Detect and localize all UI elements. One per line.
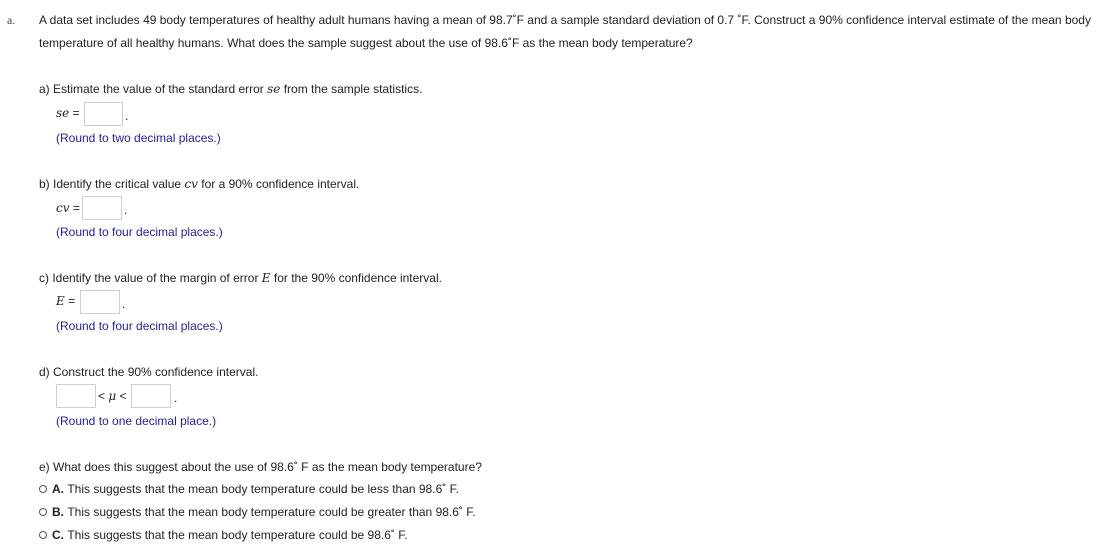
part-b-prompt-suffix: for a 90% confidence interval. — [197, 177, 360, 191]
part-a-prompt-suffix: from the sample statistics. — [280, 82, 423, 96]
cv-answer-input[interactable] — [82, 196, 122, 220]
part-b-prompt — [39, 177, 359, 191]
interval-inequality — [98, 389, 127, 403]
radio-button-a[interactable] — [39, 485, 47, 493]
option-b-text: This suggests that the mean body temperature could be greater than 98.6˚ F. — [67, 505, 476, 519]
equals-sign: = — [68, 294, 76, 308]
equals-sign: = — [72, 201, 80, 215]
problem-text-line2: temperature of all healthy humans. What does the sample suggest about the use of 98.6˚F as the mean body temperature? — [39, 36, 693, 50]
radio-button-c[interactable] — [39, 531, 47, 539]
less-than-sign: < — [98, 389, 106, 403]
part-a-prompt-text: a) Estimate the value of the standard error — [39, 82, 268, 96]
part-c-prompt — [39, 271, 442, 285]
part-c-prompt-text: c) Identify the value of the margin of error — [39, 271, 262, 285]
part-c-rounding-hint: (Round to four decimal places.) — [56, 319, 223, 333]
period: . — [124, 203, 128, 217]
se-answer-input[interactable] — [84, 102, 123, 126]
period: . — [122, 297, 126, 311]
part-c-prompt-suffix: for the 90% confidence interval. — [270, 271, 442, 285]
part-b-variable: cv — [184, 177, 198, 191]
margin-of-error-input[interactable] — [80, 290, 120, 314]
option-b[interactable] — [39, 505, 476, 519]
part-d-rounding-hint: (Round to one decimal place.) — [56, 414, 217, 428]
option-a-letter: A. — [52, 482, 64, 496]
option-c[interactable] — [39, 528, 408, 542]
option-b-letter: B. — [52, 505, 64, 519]
part-a-rounding-hint: (Round to two decimal places.) — [56, 131, 221, 145]
part-a-prompt — [39, 82, 422, 96]
period: . — [125, 109, 129, 123]
part-e-prompt: e) What does this suggest about the use of 98.6˚ F as the mean body temperature? — [39, 460, 482, 474]
less-than-sign: < — [119, 389, 127, 403]
cv-symbol: cv — [56, 201, 70, 215]
interval-upper-input[interactable] — [131, 384, 171, 408]
interval-lower-input[interactable] — [56, 384, 96, 408]
problem-text-line1: A data set includes 49 body temperatures of healthy adult humans having a mean of 98.7˚F and a sample standard deviation of 0.7 ˚F. Construct a 90% confidence interval estimate of the mean body — [39, 13, 1091, 27]
part-b-equation-label — [56, 201, 80, 215]
equals-sign: = — [72, 106, 80, 120]
part-b-prompt-text: b) Identify the critical value — [39, 177, 185, 191]
option-a-text: This suggests that the mean body temperature could be less than 98.6˚ F. — [67, 482, 459, 496]
mu-symbol: μ — [108, 389, 117, 403]
option-a[interactable] — [39, 482, 459, 496]
e-symbol: E — [56, 294, 65, 308]
part-d-prompt: d) Construct the 90% confidence interval. — [39, 365, 259, 379]
part-a-variable: se — [267, 82, 281, 96]
part-a-equation-label — [56, 106, 80, 120]
part-c-variable: E — [261, 271, 271, 285]
option-c-letter: C. — [52, 528, 64, 542]
part-c-equation-label — [56, 294, 75, 308]
part-b-rounding-hint: (Round to four decimal places.) — [56, 225, 223, 239]
option-c-text: This suggests that the mean body temperature could be 98.6˚ F. — [67, 528, 408, 542]
period: . — [174, 391, 178, 405]
radio-button-b[interactable] — [39, 508, 47, 516]
se-symbol: se — [56, 106, 70, 120]
question-marker: a. — [7, 13, 16, 27]
